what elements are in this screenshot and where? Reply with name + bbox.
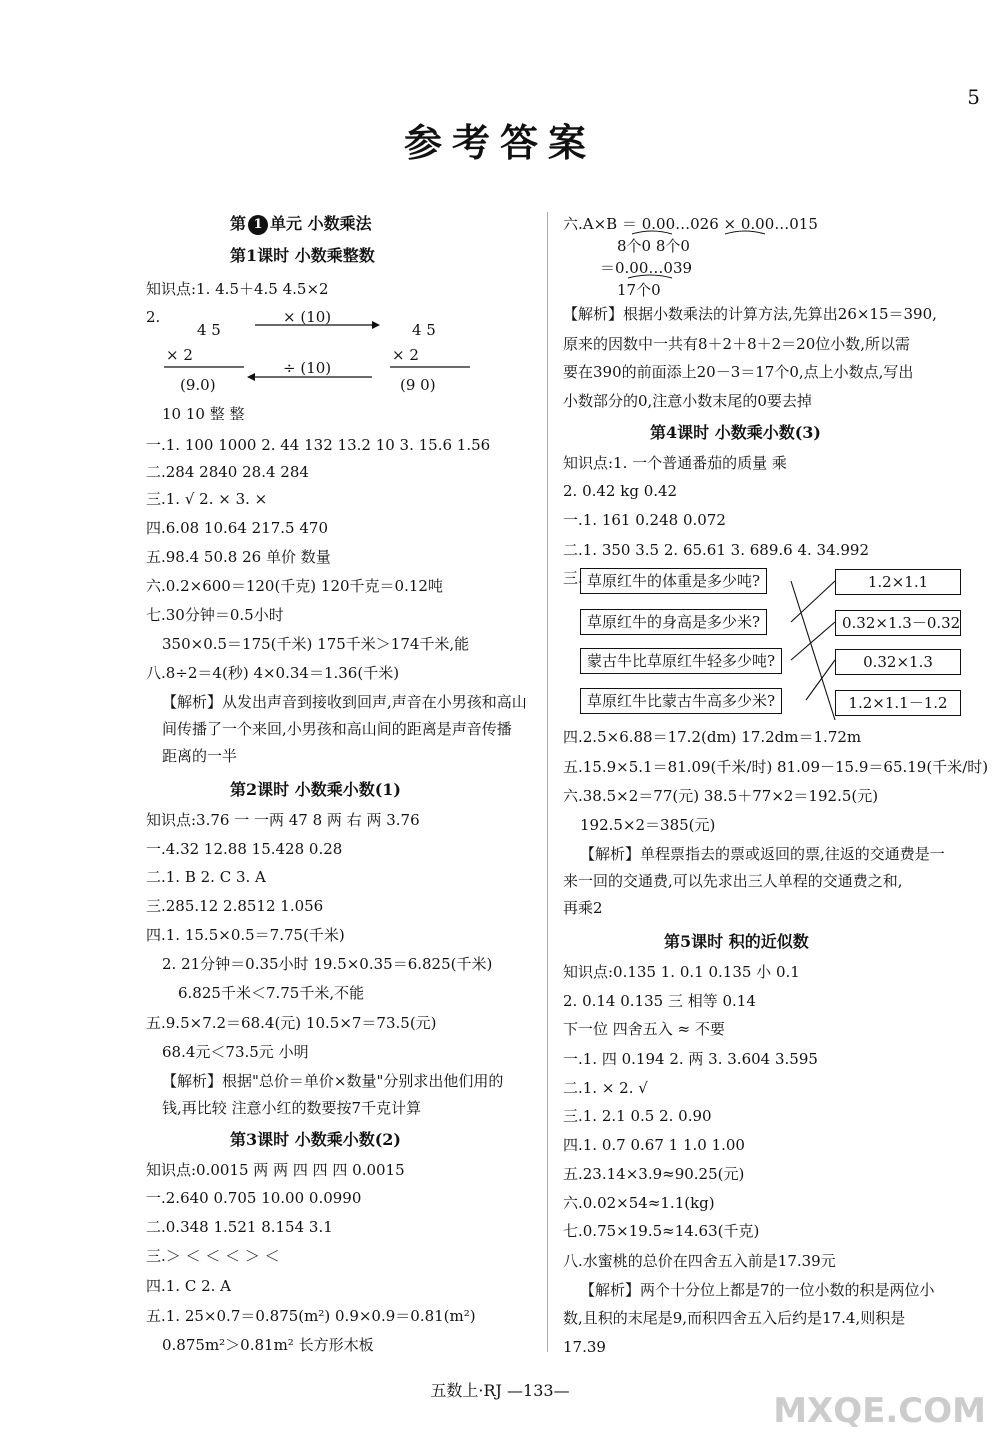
answer-line: (9 0) xyxy=(400,376,436,394)
answer-line: 4 5 xyxy=(197,321,221,339)
answer-line: 三.＞ ＜ ＜ ＜ ＞ ＜ xyxy=(146,1247,280,1265)
answer-line: ÷ (10) xyxy=(283,359,332,377)
page-title: 参考答案 xyxy=(403,120,596,165)
answer-line: 七.0.75×19.5≈14.63(千克) xyxy=(563,1222,760,1240)
match-answer-4: 1.2×1.1－1.2 xyxy=(835,690,961,716)
answer-line: × 2 xyxy=(166,346,193,364)
answer-line: 四.2.5×6.88＝17.2(dm) 17.2dm＝1.72m xyxy=(563,728,862,746)
answer-line: (9.0) xyxy=(180,376,216,394)
answer-line: 2. xyxy=(146,308,161,326)
answer-line: 知识点:0.0015 两 两 四 四 四 0.0015 xyxy=(146,1161,405,1179)
unit-prefix: 第 xyxy=(230,214,247,233)
unit-number-badge: 1 xyxy=(248,215,268,235)
answer-line: 二.284 2840 28.4 284 xyxy=(146,463,309,481)
lesson-heading: 第4课时 小数乘小数(3) xyxy=(650,423,821,442)
answer-line: 68.4元＜73.5元 小明 xyxy=(162,1043,309,1061)
arrow-head-right xyxy=(372,321,380,329)
answer-line: 2. 0.42 kg 0.42 xyxy=(563,482,678,500)
lesson-heading: 第2课时 小数乘小数(1) xyxy=(230,780,401,799)
answer-line: 知识点:0.135 1. 0.1 0.135 小 0.1 xyxy=(563,963,800,981)
answer-line: × 2 xyxy=(392,346,419,364)
answer-line: ＝0.00…039 xyxy=(600,259,693,277)
corner-mark: 5 xyxy=(967,85,980,109)
answer-line: 八.8÷2＝4(秒) 4×0.34＝1.36(千米) xyxy=(146,664,400,682)
match-question-3: 蒙古牛比草原红牛轻多少吨? xyxy=(580,648,782,674)
answer-line: 三.1. √ 2. × 3. × xyxy=(146,490,268,508)
answer-line: 【解析】根据"总价＝单价×数量"分别求出他们用的 xyxy=(162,1072,504,1090)
answer-line: 一.1. 四 0.194 2. 两 3. 3.604 3.595 xyxy=(563,1050,818,1068)
arrow-head-left xyxy=(247,373,255,381)
match-question-2: 草原红牛的身高是多少米? xyxy=(580,609,767,635)
answer-line: 四.1. 15.5×0.5＝7.75(千米) xyxy=(146,926,345,944)
answer-line: 来一回的交通费,可以先求出三人单程的交通费之和, xyxy=(563,872,903,890)
answer-line: 钱,再比较 注意小红的数要按7千克计算 xyxy=(162,1099,422,1117)
answer-line: 小数部分的0,注意小数末尾的0要去掉 xyxy=(563,392,812,410)
match-answer-1: 1.2×1.1 xyxy=(835,569,961,595)
brace-3 xyxy=(628,275,672,278)
answer-line: 【解析】单程票指去的票或返回的票,往返的交通费是一 xyxy=(580,845,945,863)
answer-line: 再乘2 xyxy=(563,899,603,917)
answer-line: 二.1. B 2. C 3. A xyxy=(146,868,266,886)
page-footer: 五数上·RJ —133— xyxy=(430,1381,570,1400)
answer-line: 距离的一半 xyxy=(162,747,238,765)
answer-line: 一.1. 100 1000 2. 44 132 13.2 10 3. 15.6 1.56 xyxy=(146,436,491,454)
watermark: MXQE.COM xyxy=(773,1391,986,1431)
answer-line: 192.5×2＝385(元) xyxy=(580,816,716,834)
answer-line: 一.4.32 12.88 15.428 0.28 xyxy=(146,840,343,858)
answer-line: 二.1. 350 3.5 2. 65.61 3. 689.6 4. 34.992 xyxy=(563,541,870,559)
answer-line: 五.1. 25×0.7＝0.875(m²) 0.9×0.9＝0.81(m²) xyxy=(146,1307,476,1325)
match-line-4 xyxy=(806,660,835,700)
answer-line: 五.9.5×7.2＝68.4(元) 10.5×7＝73.5(元) xyxy=(146,1014,437,1032)
answer-line: 【解析】根据小数乘法的计算方法,先算出26×15＝390, xyxy=(563,305,937,323)
answer-line: 8个0 8个0 xyxy=(617,237,690,255)
answer-line: 0.875m²＞0.81m² 长方形木板 xyxy=(162,1336,374,1354)
answer-line: 七.30分钟＝0.5小时 xyxy=(146,606,284,624)
brace-1 xyxy=(632,231,672,234)
answer-line: 4 5 xyxy=(412,321,436,339)
answer-line: 要在390的前面添上20－3＝17个0,点上小数点,写出 xyxy=(563,363,914,381)
answer-line: 二.0.348 1.521 8.154 3.1 xyxy=(146,1218,333,1236)
answer-line: 2. 21分钟＝0.35小时 19.5×0.35＝6.825(千米) xyxy=(162,955,493,973)
answer-line: 三.285.12 2.8512 1.056 xyxy=(146,897,324,915)
answer-line: 一.2.640 0.705 10.00 0.0990 xyxy=(146,1189,362,1207)
answer-line: 10 10 整 整 xyxy=(162,405,245,423)
answer-line: 三. xyxy=(563,569,583,587)
unit-title: 单元 小数乘法 xyxy=(270,214,372,233)
answer-line: 四.1. C 2. A xyxy=(146,1277,232,1295)
answer-line: 五.23.14×3.9≈90.25(元) xyxy=(563,1165,745,1183)
match-answer-3: 0.32×1.3 xyxy=(835,649,961,675)
match-question-4: 草原红牛比蒙古牛高多少米? xyxy=(580,688,782,714)
answer-line: 350×0.5＝175(千米) 175千米＞174千米,能 xyxy=(162,635,470,653)
answer-line: 知识点:3.76 一 一两 47 8 两 右 两 3.76 xyxy=(146,811,420,829)
answer-line: 三.1. 2.1 0.5 2. 0.90 xyxy=(563,1107,712,1125)
match-answer-2: 0.32×1.3－0.32 xyxy=(835,610,961,636)
answer-line: × (10) xyxy=(283,308,332,326)
answer-line: 【解析】两个十分位上都是7的一位小数的积是两位小 xyxy=(580,1281,935,1299)
lesson-heading: 第5课时 积的近似数 xyxy=(664,932,809,951)
answer-line: 知识点:1. 4.5＋4.5 4.5×2 xyxy=(146,280,329,298)
answer-line: 六.0.2×600＝120(千克) 120千克＝0.12吨 xyxy=(146,577,443,595)
lesson-heading: 第1课时 小数乘整数 xyxy=(230,246,375,265)
answer-line: 数,且积的末尾是9,而积四舍五入后约是17.4,则积是 xyxy=(563,1309,906,1327)
answer-line: 【解析】从发出声音到接收到回声,声音在小男孩和高山 xyxy=(162,693,527,711)
answer-line: 五.15.9×5.1＝81.09(千米/时) 81.09－15.9＝65.19(千米/时) xyxy=(563,758,989,776)
answer-line: 六.A×B ＝ 0.00…026 × 0.00…015 xyxy=(563,215,818,233)
answer-line: 六.0.02×54≈1.1(kg) xyxy=(563,1194,715,1212)
answer-line: 一.1. 161 0.248 0.072 xyxy=(563,511,726,529)
answer-line: 六.38.5×2＝77(元) 38.5＋77×2＝192.5(元) xyxy=(563,787,879,805)
answer-line: 五.98.4 50.8 26 单价 数量 xyxy=(146,548,331,566)
answer-line: 四.6.08 10.64 217.5 470 xyxy=(146,519,328,537)
brace-2 xyxy=(725,231,765,234)
answer-line: 下一位 四舍五入 ≈ 不要 xyxy=(563,1020,725,1038)
answer-line: 八.水蜜桃的总价在四舍五入前是17.39元 xyxy=(563,1252,836,1270)
answer-line: 知识点:1. 一个普通番茄的质量 乘 xyxy=(563,454,787,472)
answer-line: 四.1. 0.7 0.67 1 1.0 1.00 xyxy=(563,1136,745,1154)
answer-line: 17个0 xyxy=(617,281,661,299)
answer-line: 二.1. × 2. √ xyxy=(563,1079,648,1097)
match-question-1: 草原红牛的体重是多少吨? xyxy=(580,568,767,594)
answer-line: 2. 0.14 0.135 三 相等 0.14 xyxy=(563,992,756,1010)
answer-line: 17.39 xyxy=(563,1338,606,1356)
answer-line: 间传播了一个来回,小男孩和高山间的距离是声音传播 xyxy=(162,720,512,738)
lesson-heading: 第3课时 小数乘小数(2) xyxy=(230,1130,401,1149)
answer-line: 6.825千米＜7.75千米,不能 xyxy=(178,984,365,1002)
answer-line: 原来的因数中一共有8＋2＋8＋2＝20位小数,所以需 xyxy=(563,335,911,353)
match-line-3 xyxy=(791,622,835,660)
